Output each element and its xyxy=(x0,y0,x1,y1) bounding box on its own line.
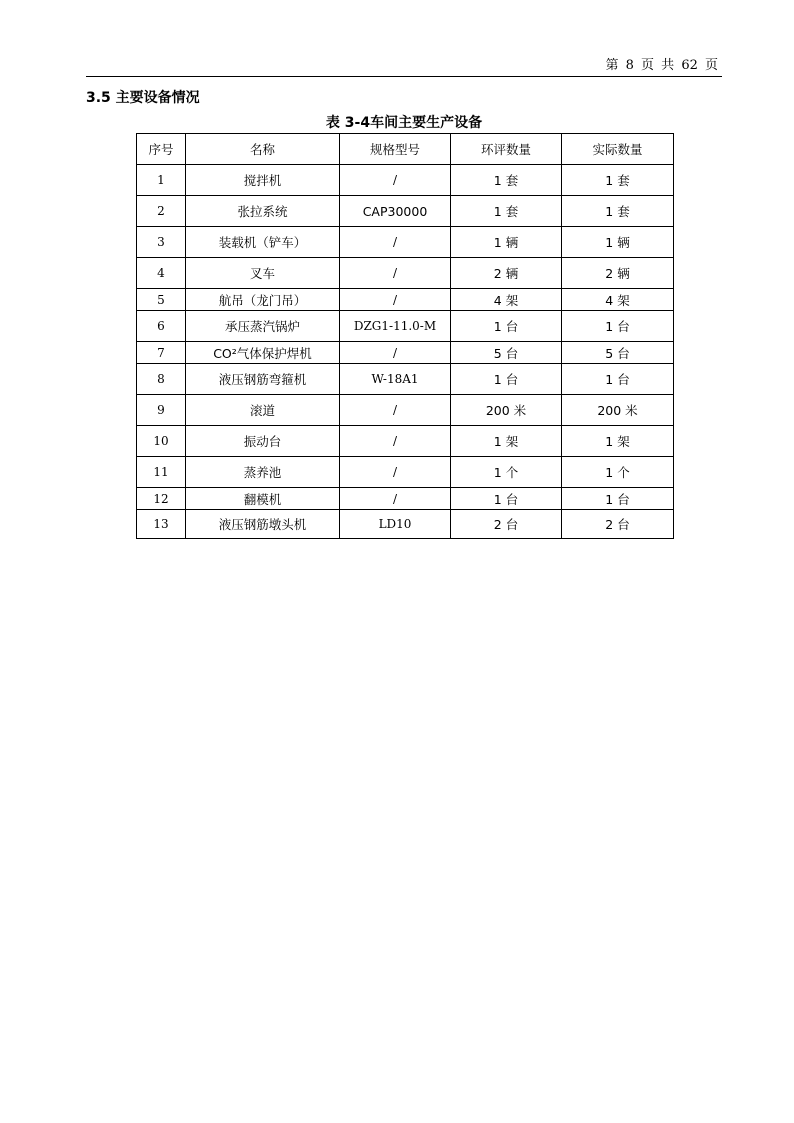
table-row xyxy=(137,165,674,196)
row-eia-qty: 2 辆 xyxy=(451,258,562,289)
section-heading: 3.5 主要设备情况 xyxy=(86,90,200,106)
column-header-spec: 规格型号 xyxy=(340,134,451,165)
row-actual-qty: 1 台 xyxy=(562,488,674,510)
row-no: 11 xyxy=(137,457,186,488)
row-spec: / xyxy=(340,258,451,289)
table-row xyxy=(137,395,674,426)
row-no: 12 xyxy=(137,488,186,510)
equipment-table xyxy=(136,133,674,539)
column-header-name: 名称 xyxy=(186,134,340,165)
row-name: 承压蒸汽锅炉 xyxy=(186,311,340,342)
row-spec: W-18A1 xyxy=(340,364,451,395)
row-actual-qty: 1 架 xyxy=(562,426,674,457)
row-actual-qty: 5 台 xyxy=(562,342,674,364)
table-row xyxy=(137,488,674,510)
row-actual-qty: 1 台 xyxy=(562,364,674,395)
row-no: 9 xyxy=(137,395,186,426)
row-name: 装载机（铲车） xyxy=(186,227,340,258)
row-eia-qty: 1 台 xyxy=(451,364,562,395)
table-row xyxy=(137,364,674,395)
row-spec: LD10 xyxy=(340,510,451,539)
table-row xyxy=(137,457,674,488)
row-spec: / xyxy=(340,165,451,196)
row-name: 滚道 xyxy=(186,395,340,426)
row-actual-qty: 4 架 xyxy=(562,289,674,311)
table-row xyxy=(137,342,674,364)
row-actual-qty: 1 个 xyxy=(562,457,674,488)
table-row xyxy=(137,510,674,539)
table-header-row xyxy=(137,134,674,165)
row-name: 叉车 xyxy=(186,258,340,289)
column-header-eia-qty: 环评数量 xyxy=(451,134,562,165)
row-eia-qty: 4 架 xyxy=(451,289,562,311)
row-eia-qty: 5 台 xyxy=(451,342,562,364)
row-no: 3 xyxy=(137,227,186,258)
page-indicator: 第 8 页 共 62 页 xyxy=(605,58,718,73)
table-title: 表 3-4车间主要生产设备 xyxy=(325,115,483,131)
row-no: 13 xyxy=(137,510,186,539)
row-name: 航吊（龙门吊） xyxy=(186,289,340,311)
row-no: 1 xyxy=(137,165,186,196)
row-no: 6 xyxy=(137,311,186,342)
row-spec: / xyxy=(340,342,451,364)
row-actual-qty: 1 台 xyxy=(562,311,674,342)
page-header xyxy=(86,56,722,77)
table-row xyxy=(137,227,674,258)
row-name: 液压钢筋弯箍机 xyxy=(186,364,340,395)
row-spec: CAP30000 xyxy=(340,196,451,227)
row-no: 5 xyxy=(137,289,186,311)
row-actual-qty: 2 台 xyxy=(562,510,674,539)
table-row xyxy=(137,258,674,289)
row-actual-qty: 1 套 xyxy=(562,165,674,196)
row-eia-qty: 1 套 xyxy=(451,196,562,227)
column-header-actual-qty: 实际数量 xyxy=(562,134,674,165)
row-eia-qty: 1 台 xyxy=(451,488,562,510)
row-no: 7 xyxy=(137,342,186,364)
row-eia-qty: 2 台 xyxy=(451,510,562,539)
row-spec: DZG1-11.0-M xyxy=(340,311,451,342)
row-actual-qty: 1 套 xyxy=(562,196,674,227)
table-row xyxy=(137,311,674,342)
row-name: 液压钢筋墩头机 xyxy=(186,510,340,539)
row-eia-qty: 200 米 xyxy=(451,395,562,426)
row-spec: / xyxy=(340,488,451,510)
row-name: 搅拌机 xyxy=(186,165,340,196)
row-actual-qty: 1 辆 xyxy=(562,227,674,258)
row-actual-qty: 2 辆 xyxy=(562,258,674,289)
row-no: 2 xyxy=(137,196,186,227)
row-spec: / xyxy=(340,227,451,258)
row-actual-qty: 200 米 xyxy=(562,395,674,426)
row-eia-qty: 1 个 xyxy=(451,457,562,488)
row-no: 10 xyxy=(137,426,186,457)
row-eia-qty: 1 辆 xyxy=(451,227,562,258)
row-name: 蒸养池 xyxy=(186,457,340,488)
table-row xyxy=(137,426,674,457)
row-spec: / xyxy=(340,426,451,457)
row-name: CO²气体保护焊机 xyxy=(186,342,340,364)
row-no: 8 xyxy=(137,364,186,395)
row-name: 振动台 xyxy=(186,426,340,457)
table-row xyxy=(137,289,674,311)
row-spec: / xyxy=(340,395,451,426)
row-spec: / xyxy=(340,289,451,311)
column-header-no: 序号 xyxy=(137,134,186,165)
row-name: 翻模机 xyxy=(186,488,340,510)
row-eia-qty: 1 台 xyxy=(451,311,562,342)
row-eia-qty: 1 架 xyxy=(451,426,562,457)
row-spec: / xyxy=(340,457,451,488)
row-no: 4 xyxy=(137,258,186,289)
table-row xyxy=(137,196,674,227)
row-name: 张拉系统 xyxy=(186,196,340,227)
row-eia-qty: 1 套 xyxy=(451,165,562,196)
